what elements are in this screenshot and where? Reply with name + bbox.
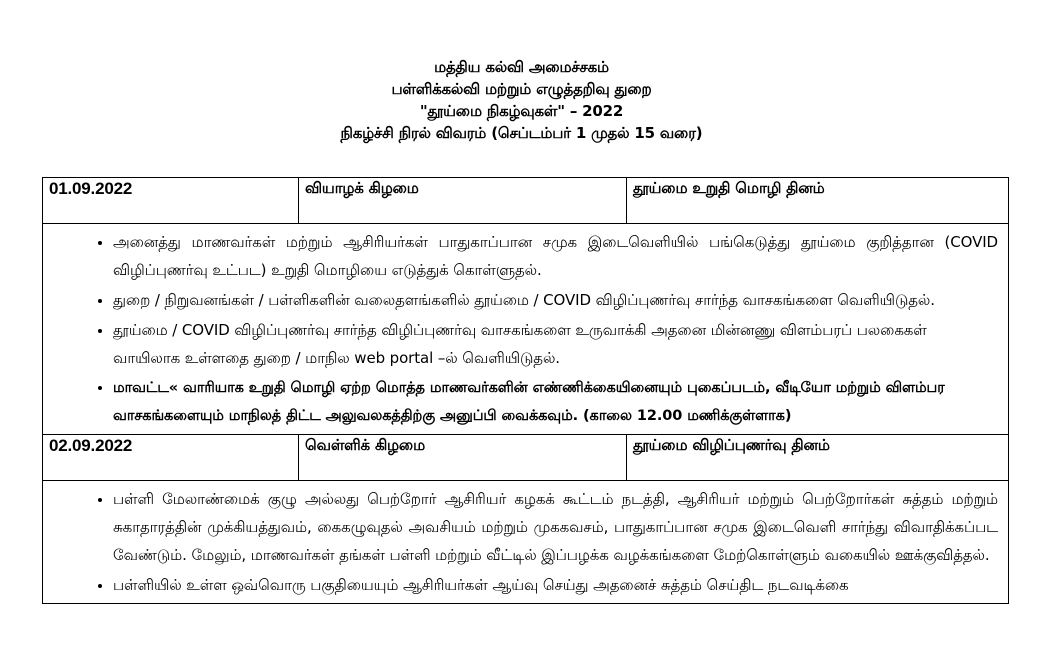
activity-item: • பள்ளியில் உள்ள ஒவ்வொரு பகுதியையும் ஆசிரியர்கள் ஆய்வு செய்து அதனைச் சுத்தம் செய்திட நடவடிக்கை [113,571,998,599]
activity-item: • தூய்மை / COVID விழிப்புணர்வு சார்ந்த விழிப்புணர்வு வாசகங்களை உருவாக்கி அதனை மின்னணு விளம்பரப் பலகைகள் வாயிலாக உள்ளதை துறை / மாநில web portal –ல் வெளியிடுதல். [113,316,998,372]
activity-item: • மாவட்ட« வாரியாக உறுதி மொழி ஏற்ற மொத்த மாணவர்களின் எண்ணிக்கையினையும் புகைப்படம், வீடியோ மற்றும் விளம்பர வாசகங்களையும் மாநிலத் திட்ட அலுவலகத்திற்கு அனுப்பி வைக்கவும். (காலை 12.00 மணிக்குள்ளாக) [113,374,998,430]
document-header [0,56,1043,144]
day-activities-row [43,224,1009,435]
activity-list [73,485,998,599]
event-title: "தூய்மை நிகழ்வுகள்" – 2022 [419,102,624,120]
day-theme: தூய்மை உறுதி மொழி தினம் [627,178,1009,224]
activity-list [73,228,998,430]
day-date: 02.09.2022 [43,435,299,481]
day-activities-row [43,481,1009,604]
day-weekday: வியாழக் கிழமை [299,178,627,224]
activity-item: • துறை / நிறுவனங்கள் / பள்ளிகளின் வலைதளங்களில் தூய்மை / COVID விழிப்புணர்வு சார்ந்த வாசகங்களை வெளியிடுதல். [113,286,998,314]
activities-cell [43,481,1009,604]
activity-item: • அனைத்து மாணவர்கள் மற்றும் ஆசிரியர்கள் பாதுகாப்பான சமுக இடைவெளியில் பங்கெடுத்து தூய்மை குறித்தான (COVID விழிப்புணர்வு உட்பட) உறுதி மொழியை எடுத்துக் கொள்ளுதல். [113,228,998,284]
day-header-row [43,178,1009,224]
activities-cell [43,224,1009,435]
day-theme: தூய்மை விழிப்புணர்வு தினம் [627,435,1009,481]
day-weekday: வெள்ளிக் கிழமை [299,435,627,481]
day-header-row [43,435,1009,481]
department-title: பள்ளிக்கல்வி மற்றும் எழுத்தறிவு துறை [391,80,652,98]
activity-item: • பள்ளி மேலாண்மைக் குழு அல்லது பெற்றோர் ஆசிரியர் கழகக் கூட்டம் நடத்தி, ஆசிரியர் மற்றும் பெற்றோர்கள் சுத்தம் மற்றும் சுகாதாரத்தின் முக்கியத்துவம், கைகழுவுதல் அவசியம் மற்றும் முககவசம், பாதுகாப்பான சமுக இடைவெளி சார்ந்து விவாதிக்கப்பட வேண்டும். மேலும், மாணவர்கள் தங்கள் பள்ளி மற்றும் வீட்டில் இப்பழக்க வழக்கங்களை மேற்கொள்ளும் வகையில் ஊக்குவித்தல். [113,485,998,569]
schedule-table [42,177,1009,604]
day-date: 01.09.2022 [43,178,299,224]
ministry-title: மத்திய கல்வி அமைச்சகம் [434,58,609,76]
schedule-subtitle: நிகழ்ச்சி நிரல் விவரம் (செப்டம்பர் 1 முதல் 15 வரை) [340,124,703,142]
